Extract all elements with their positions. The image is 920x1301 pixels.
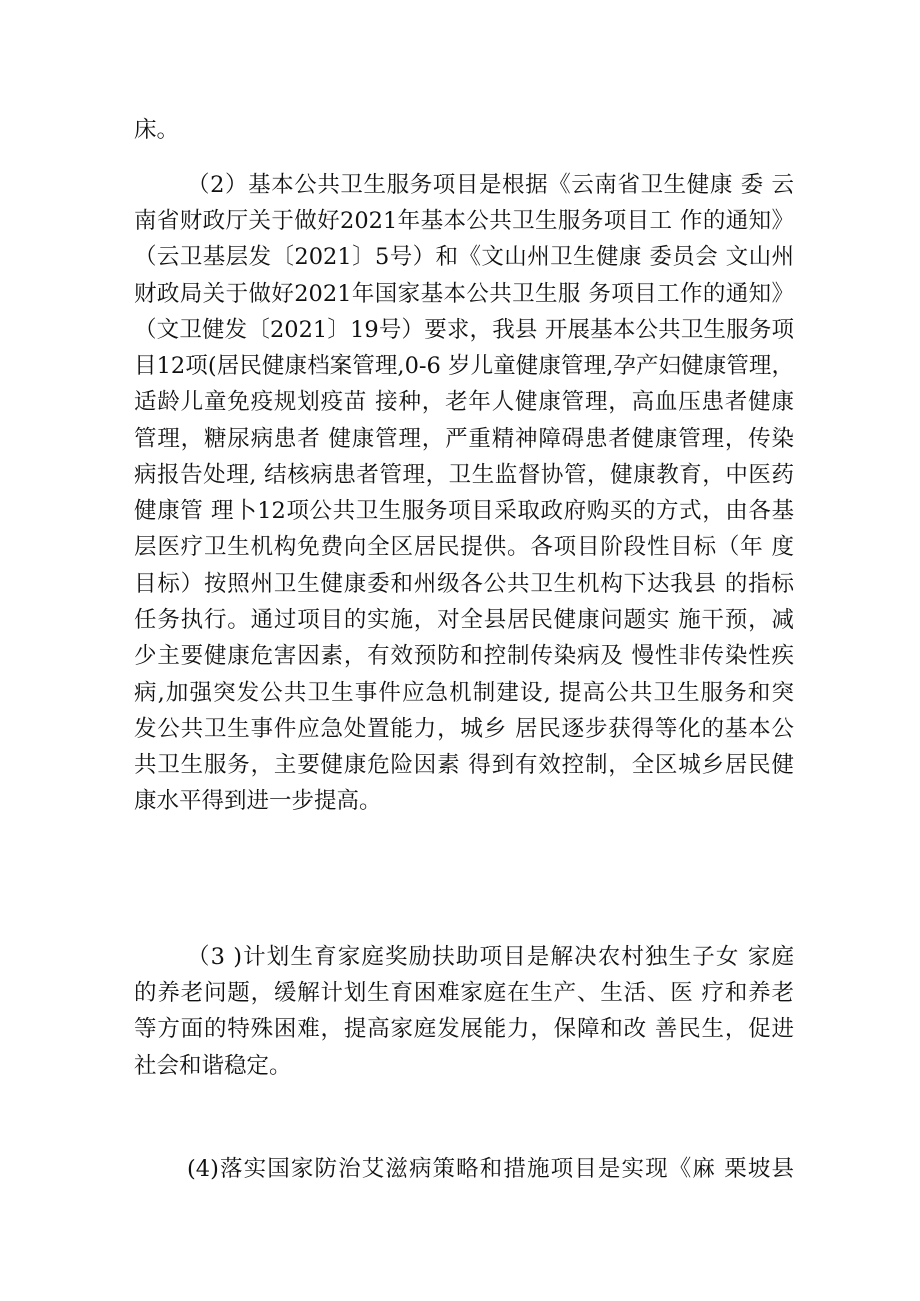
text-line: 少主要健康危害因素，有效预防和控制传染病及 慢性非传染性疾 — [134, 643, 794, 669]
text-line: （云卫基层发〔2021〕5号）和《文山州卫生健康 委员会 文山州 — [134, 244, 794, 270]
text-line: 等方面的特殊困难，提高家庭发展能力，保障和改 善民生，促进 — [134, 1016, 794, 1042]
text-line: 病报告处理, 结核病患者管理，卫生监督协管，健康教育，中医药 — [134, 462, 794, 488]
text-line: 康水平得到进一步提高。 — [134, 788, 382, 814]
text-line: 适龄儿童免疫规划疫苗 接种，老年人健康管理，高血压患者健康 — [134, 389, 794, 415]
text-line: 任务执行。通过项目的实施，对全县居民健康问题实 施干预，减 — [134, 607, 794, 633]
text-line: 共卫生服务，主要健康危险因素 得到有效控制，全区城乡居民健 — [134, 752, 794, 778]
text-line: 财政局关于做好2021年国家基本公共卫生服 务项目工作的通知》 — [134, 281, 794, 307]
text-line: 的养老问题，缓解计划生育困难家庭在生产、生活、医 疗和养老 — [134, 980, 794, 1006]
text-line: 床。 — [134, 117, 180, 143]
text-line: （3 )计划生育家庭奖励扶助项目是解决农村独生子女 家庭 — [187, 944, 794, 970]
text-line: 目12项(居民健康档案管理,0-6 岁儿童健康管理,孕产妇健康管理， — [134, 353, 794, 379]
text-line: 健康管 理卜12项公共卫生服务项目采取政府购买的方式，由各基 — [134, 498, 794, 524]
text-line: 层医疗卫生机构免费向全区居民提供。各项目阶段性目标（年 度 — [134, 534, 794, 560]
text-line: 管理，糖尿病患者 健康管理，严重精神障碍患者健康管理，传染 — [134, 426, 794, 452]
text-line: （文卫健发〔2021〕19号）要求，我县 开展基本公共卫生服务项 — [134, 317, 794, 343]
text-line: 目标）按照州卫生健康委和州级各公共卫生机构下达我县 的指标 — [134, 571, 794, 597]
text-line: (4)落实国家防治艾滋病策略和措施项目是实现《麻 栗坡县 — [187, 1156, 794, 1182]
text-line: 发公共卫生事件应急处置能力，城乡 居民逐步获得等化的基本公 — [134, 716, 794, 742]
text-line: （2）基本公共卫生服务项目是根据《云南省卫生健康 委 云 — [187, 172, 794, 198]
text-line: 社会和谐稳定。 — [134, 1053, 292, 1079]
text-line: 病,加强突发公共卫生事件应急机制建设, 提高公共卫生服务和突 — [134, 680, 794, 706]
text-line: 南省财政厅关于做好2021年基本公共卫生服务项目工 作的通知》 — [134, 208, 794, 234]
